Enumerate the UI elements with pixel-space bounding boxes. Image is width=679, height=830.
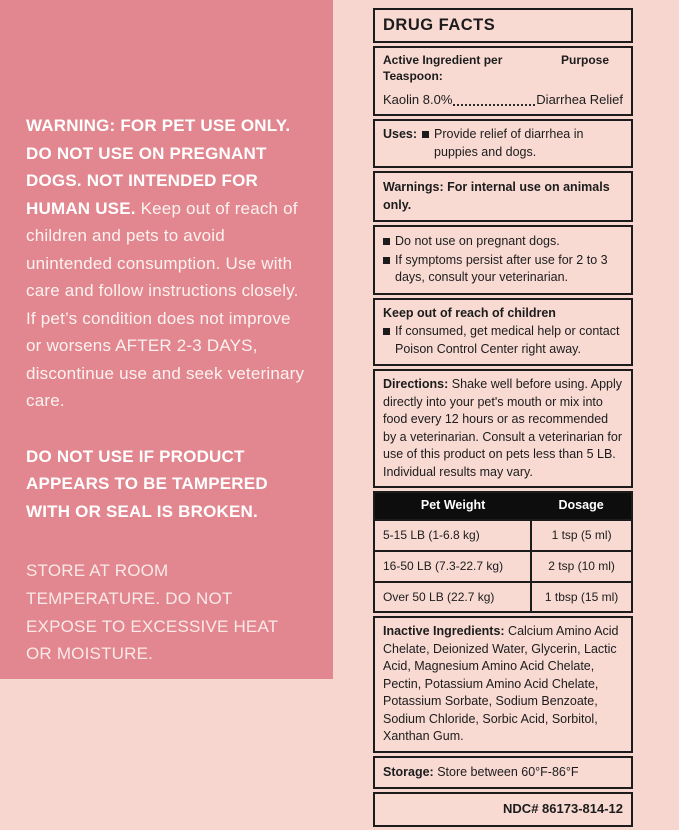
directions-text: Shake well before using. Apply directly into your pet's mouth or mix into food every 12 hours or as recommended by a veterinarian. Consult a veterinarian for use of this product on pets less than 5 LB. Individual results may vary. [383,377,623,479]
inactive-ingredients-text: Calcium Amino Acid Chelate, Deionized Water, Glycerin, Lactic Acid, Magnesium Amino Acid Chelate, Pectin, Potassium Amino Acid Chelate, Potassium Sorbate, Sodium Benzoate, Sodium Chloride, Sorbic Acid, Sorbitol, Xanthan Gum. [383,624,619,744]
keep-out-item [383,323,623,358]
tamper-warning: DO NOT USE IF PRODUCT APPEARS TO BE TAMPERED WITH OR SEAL IS BROKEN. [26,446,268,521]
uses-item-text: Provide relief of diarrhea in puppies and dogs. [434,127,584,159]
directions-section [373,369,633,488]
dosage-header: Dosage [531,493,631,520]
drug-facts-title: DRUG FACTS [373,8,633,43]
dosage-table [375,493,631,611]
warning-item-text: If symptoms persist after use for 2 to 3 days, consult your veterinarian. [395,252,608,285]
ingredient-name: Kaolin 8.0% [383,92,453,108]
pet-weight-cell: Over 50 LB (22.7 kg) [375,582,531,612]
keep-out-section [373,298,633,367]
uses-row [383,126,623,161]
keep-out-title: Keep out of reach of children [383,305,556,320]
warnings-header: Warnings: For internal use on animals only. [373,171,633,222]
directions-label: Directions: [383,377,449,392]
dosage-cell: 2 tsp (10 ml) [531,551,631,582]
bullet-square-icon [383,238,390,245]
drug-facts-panel [373,8,633,830]
active-ingredient-row [383,91,623,109]
dosage-table-header-row [375,493,631,520]
warning-item [383,233,623,251]
table-row [375,582,631,612]
warning-bullets-section [373,225,633,295]
purpose-label: Purpose [560,53,609,68]
keep-out-item-text: If consumed, get medical help or contact Poison Control Center right away. [395,324,620,356]
dotted-leader [453,104,535,106]
dosage-cell: 1 tbsp (15 ml) [531,582,631,612]
dosage-table-section [373,491,633,613]
ndc-number: NDC# 86173-814-12 [373,792,633,826]
pet-use-warning-body: Keep out of reach of children and pets to avoid unintended consumption. Use with care and follow instructions closely. If pet’s condition does not improve or worsens AFTER 2-3 DAYS, discontinue use and seek veterinary care. [26,198,305,411]
table-row [375,520,631,551]
uses-item [422,126,623,161]
warning-item-text: Do not use on pregnant dogs. [395,234,560,249]
inactive-ingredients-label: Inactive Ingredients: [383,624,505,639]
dosage-cell: 1 tsp (5 ml) [531,520,631,551]
bullet-square-icon [422,131,429,138]
inactive-ingredients-section [373,616,633,753]
bullet-square-icon [383,257,390,264]
storage-text: Store between 60°F-86°F [437,764,579,779]
pet-weight-cell: 5-15 LB (1-6.8 kg) [375,520,531,551]
storage-note: STORE AT ROOM TEMPERATURE. DO NOT EXPOSE TO EXCESSIVE HEAT OR MOISTURE. [26,561,279,664]
pet-use-warning-paragraph [26,112,307,415]
pet-weight-cell: 16-50 LB (7.3-22.7 kg) [375,551,531,582]
active-ingredient-section [373,46,633,116]
table-row [375,551,631,582]
active-ingredient-label: Active Ingredient per Teaspoon: [383,53,503,83]
pet-use-warning-bold: WARNING: FOR PET USE ONLY. DO NOT USE ON PREGNANT DOGS. NOT INTENDED FOR HUMAN USE. [26,116,291,218]
storage-label: Storage: [383,764,434,779]
uses-section [373,119,633,168]
bullet-square-icon [383,328,390,335]
active-ingredient-header [383,53,623,84]
left-warning-panel [0,0,333,679]
uses-label: Uses: [383,127,418,142]
storage-section [373,756,633,790]
pet-weight-header: Pet Weight [375,493,531,520]
purpose-value: Diarrhea Relief [536,92,623,108]
warning-item [383,252,623,287]
